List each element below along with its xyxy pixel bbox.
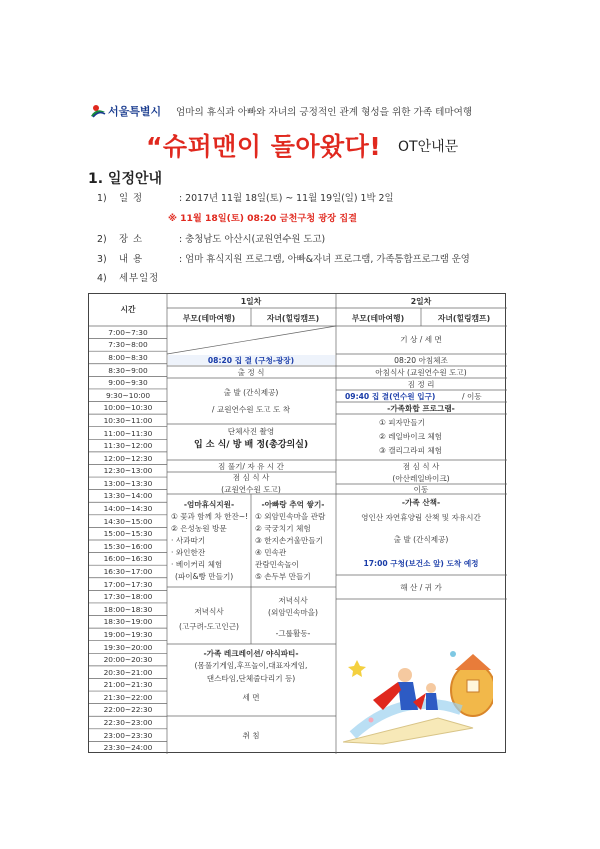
info-value: : 2017년 11월 18일(토) ~ 11월 19일(일) 1박 2일 [179,193,394,204]
time-cell: 11:30~12:00 [103,441,153,451]
d1-wash: 세 면 [242,693,260,702]
d1-dad-item: ④ 민속관 [255,548,287,557]
info-no: 1) [97,193,107,204]
time-cell: 8:30~9:00 [108,365,148,375]
d1-entry: 입 소 식/ 방 배 정(총강의실) [193,440,309,450]
time-cell: 10:00~10:30 [103,403,153,413]
section-heading: 1. 일정안내 [88,171,163,187]
time-cell: 23:00~23:30 [103,730,153,740]
d1-ceremony: 출 정 식 [237,368,265,377]
d1-meet: 08:20 집 결 (구청-광장) [207,356,295,365]
info-no: 3) [97,254,107,265]
header-day2: 2일차 [410,297,432,306]
d1-free: 짐 풀기/ 자 유 시 간 [218,462,284,471]
d2-fam-item: ③ 캘리그라피 체험 [379,446,442,455]
notice: ※ 11월 18일(토) 08:20 금천구청 광장 집결 [168,213,357,224]
d2-end: 해 산 / 귀 가 [400,583,442,592]
time-cell: 12:30~13:00 [103,466,153,476]
d1-rec-title: -가족 레크레이션/ 야식파티- [203,649,299,658]
info-row-content [97,251,470,265]
time-cell: 22:00~22:30 [103,705,153,715]
logo-text: 서울특별시 [108,105,162,118]
d1-lunch: 점 심 식 사 [232,473,270,482]
info-value: : 엄마 휴식지원 프로그램, 아빠&자녀 프로그램, 가족통합프로그램 운영 [179,254,470,265]
d1-dad-title: -아빠랑 추억 쌓기- [261,500,325,509]
info-label: 세부일정 [119,273,160,284]
info-row-place [97,231,325,245]
time-cell: 20:00~20:30 [103,655,153,665]
time-cell: 20:30~21:00 [103,667,153,677]
d1-dad-item: ① 외암민속마을 관람 [255,512,326,521]
superman-family-illustration [343,640,493,745]
seoul-logo [90,103,161,119]
header-day1-parent: 부모(테마여행) [182,314,236,323]
time-cell: 15:30~16:00 [103,541,153,551]
d1-group: -그룹활동- [275,629,311,638]
subtitle: 엄마의 휴식과 아빠와 자녀의 긍정적인 관계 형성을 위한 가족 테마여행 [176,107,473,118]
d1-mom-item: ① 꽃과 함께 차 한잔~! [171,512,249,521]
d1-mom-item: · 와인한잔 [171,548,206,557]
d2-lunch-place: (아산레일바이크) [392,474,450,483]
seoul-logo-icon [90,104,106,118]
info-no: 2) [97,234,107,245]
time-cell: 17:00~17:30 [103,579,153,589]
time-cell: 12:00~12:30 [103,453,153,463]
header-day2-child: 자녀(힐링캠프) [437,314,491,323]
header-day2-parent: 부모(테마여행) [351,314,405,323]
d2-meet: 09:40 집 결(연수원 입구) [345,392,436,401]
time-cell: 10:30~11:00 [103,415,153,425]
d2-depart: 출 발 (간식제공) [393,535,449,544]
title-suffix: OT안내문 [398,139,459,155]
time-cell: 18:30~19:00 [103,617,153,627]
d1-dinner-parent: 저녁식사 [194,607,224,616]
time-cell: 17:30~18:00 [103,592,153,602]
time-cell: 16:30~17:00 [103,566,153,576]
time-cell: 14:30~15:00 [103,516,153,526]
d2-arrive: 17:00 구청(보건소 앞) 도착 예정 [363,559,479,568]
d1-rec-line: (몸풀기게임,후프놀이,대표자게임, [194,661,308,670]
d2-breakfast: 아침식사 (교원연수원 도고) [375,368,467,377]
d2-fam-item: ① 피자만들기 [379,418,425,427]
time-cell: 14:00~14:30 [103,504,153,514]
info-label: 장 소 [119,234,144,245]
time-cell: 21:00~21:30 [103,680,153,690]
d2-wake: 기 상 / 세 면 [400,335,442,344]
d2-fam-title: -가족화합 프로그램- [387,404,455,413]
d2-move2: 이동 [413,485,429,494]
time-cell: 7:30~8:00 [108,340,148,350]
info-label: 내 용 [119,254,144,265]
info-label: 일 정 [119,193,144,204]
info-row-schedule [97,270,179,284]
d1-photo: 단체사진 촬영 [227,427,275,436]
time-cell: 16:00~16:30 [103,554,153,564]
d1-dinner-child-place: (외암민속마을) [268,608,318,617]
d2-pack: 짐 정 리 [407,380,435,389]
info-value: : 충청남도 아산시(교원연수원 도고) [179,234,326,245]
info-row-date [97,190,394,204]
time-cell: 18:00~18:30 [103,604,153,614]
d2-fam-item: ② 레일바이크 체험 [379,432,442,441]
d1-dinner-child: 저녁식사 [278,596,308,605]
header-time: 시간 [120,305,136,314]
d1-mom-item: · 사과따기 [171,536,206,545]
d1-mom-item: (파이&빵 만들기) [175,572,234,581]
header-day1-child: 자녀(힐링캠프) [266,314,320,323]
d1-dad-item: ⑤ 손두부 만들기 [255,572,311,581]
time-cell: 8:00~8:30 [108,352,148,362]
time-cell: 15:00~15:30 [103,529,153,539]
d2-walk-title: -가족 산책- [401,498,441,507]
d1-rec-line: 댄스타임,단체줄다리기 등) [206,674,296,683]
info-no: 4) [97,273,107,284]
time-cell: 19:00~19:30 [103,629,153,639]
header-day1: 1일차 [240,297,262,306]
d1-dad-item: ③ 한지손거울만들기 [255,536,323,545]
time-cell: 13:00~13:30 [103,478,153,488]
d1-dad-item: ② 국궁치기 체험 [255,524,311,533]
d1-depart: 출 발 (간식제공) [223,388,279,397]
time-cell: 11:00~11:30 [103,428,153,438]
d1-lunch-place: (교원연수원 도고) [221,485,281,494]
time-cell: 7:00~7:30 [108,327,148,337]
d2-walk: 영인산 자연휴양림 산책 및 자유시간 [361,513,481,522]
d1-dad-item: 관람민속놀이 [255,560,300,569]
time-cell: 21:30~22:00 [103,692,153,702]
page-title: “슈퍼맨이 돌아왔다! [146,132,382,161]
d2-exercise: 08:20 아침체조 [394,356,448,365]
d1-dinner-parent-place: (고구려-도고인근) [178,622,240,631]
time-cell: 23:30~24:00 [103,743,153,753]
time-cell: 13:30~14:00 [103,491,153,501]
d1-mom-item: ② 은성농원 방문 [171,524,227,533]
d1-mom-item: · 베이커리 체험 [171,560,223,569]
d2-lunch: 점 심 식 사 [402,462,440,471]
time-cell: 19:30~20:00 [103,642,153,652]
d1-sleep: 취 침 [242,731,260,740]
time-cell: 22:30~23:00 [103,718,153,728]
d1-arrive: / 교원연수원 도고 도 착 [211,405,291,414]
d1-mom-title: -엄마휴식지원- [183,500,235,509]
time-cell: 9:30~10:00 [105,390,151,400]
time-cell: 9:00~9:30 [108,378,148,388]
d2-move: / 이동 [462,392,482,401]
